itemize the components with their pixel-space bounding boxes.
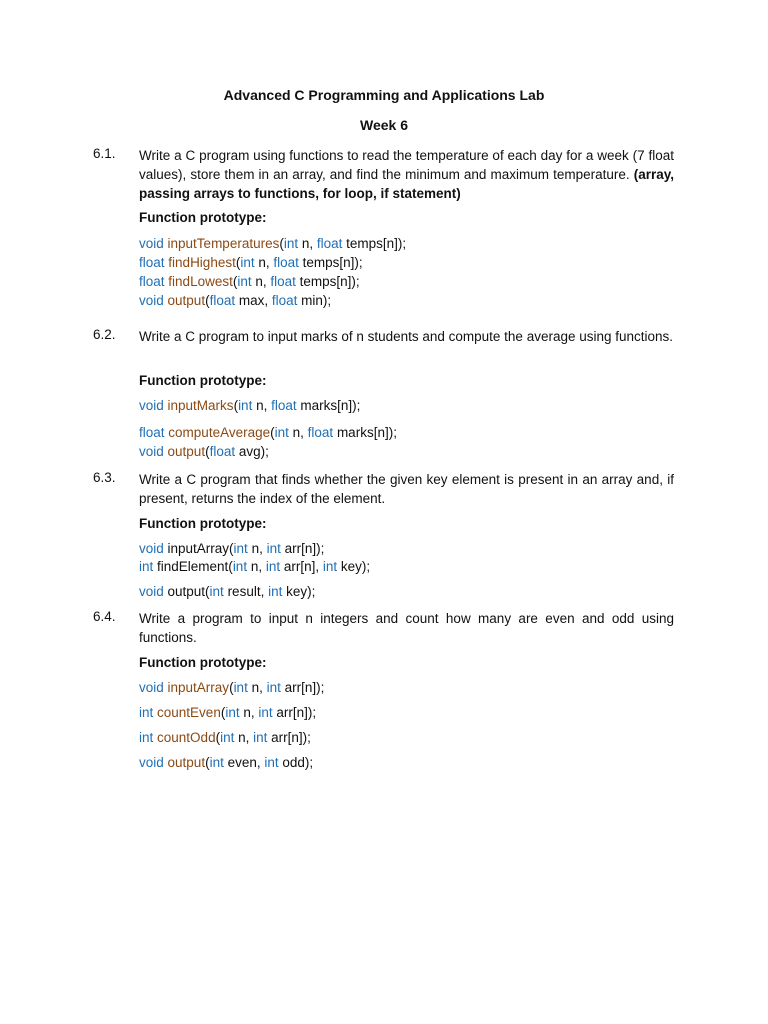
question-text: Write a C program that finds whether the given key element is present in an array and, if present, returns the index of the element. (139, 472, 674, 506)
question-number: 6.3. (93, 470, 116, 485)
keyword-token: float (271, 293, 298, 308)
code-text-token: output( (163, 584, 210, 599)
code-text-token: n, (252, 398, 272, 413)
code-text-token: ( (232, 274, 238, 289)
code-text-token: ( (215, 730, 221, 745)
function-name-token: output (167, 755, 206, 770)
code-text-token: arr[n]); (272, 705, 317, 720)
keyword-token: void (139, 541, 164, 556)
function-name-token: findLowest (168, 274, 233, 289)
question-text: Write a program to input n integers and count how many are even and odd using functions. (139, 611, 674, 645)
function-name-token: countEven (157, 705, 221, 720)
code-text-token: inputArray( (163, 541, 234, 556)
prototype-line (139, 730, 311, 745)
function-prototype-label: Function prototype: (139, 516, 267, 531)
question-number: 6.2. (93, 327, 116, 342)
function-name-token: inputTemperatures (167, 236, 280, 251)
code-text-token: arr[n]); (280, 541, 325, 556)
code-text-token: ( (233, 398, 239, 413)
function-name-token: findHighest (168, 255, 236, 270)
keyword-token: int (268, 584, 283, 599)
keyword-token: int (264, 755, 279, 770)
question-number: 6.4. (93, 609, 116, 624)
document-title: Advanced C Programming and Applications Lab (223, 87, 545, 103)
code-text-token: odd); (278, 755, 314, 770)
keyword-token: int (232, 559, 248, 574)
keyword-token: float (139, 255, 165, 270)
prototype-line (139, 274, 360, 289)
keyword-token: int (266, 680, 281, 695)
keyword-token: int (139, 730, 154, 745)
function-name-token: inputMarks (167, 398, 234, 413)
prototype-line (139, 444, 269, 459)
keyword-token: void (139, 236, 164, 251)
code-text-token: n, (254, 255, 274, 270)
keyword-token: void (139, 680, 164, 695)
code-text-token: ( (205, 293, 210, 308)
keyword-token: int (258, 705, 273, 720)
keyword-token: int (233, 680, 248, 695)
code-text-token: ( (220, 705, 226, 720)
code-text-token: ( (229, 680, 234, 695)
keyword-token: int (265, 559, 281, 574)
code-text-token: n, (251, 274, 271, 289)
question-body: Write a C program using functions to read the temperature of each day for a week (7 float values), store them in an array, and find the minimum and maximum temperature. (139, 148, 674, 182)
code-text-token: ( (235, 255, 241, 270)
keyword-token: float (209, 293, 236, 308)
keyword-token: int (266, 541, 281, 556)
code-text-token: findElement( (153, 559, 233, 574)
code-text-token: key); (337, 559, 371, 574)
code-text-token: ( (205, 755, 210, 770)
prototype-line (139, 705, 316, 720)
code-text-token: n, (298, 236, 317, 251)
keyword-token: int (238, 398, 253, 413)
keyword-token: float (209, 444, 236, 459)
prototype-line (139, 584, 315, 599)
prototype-line (139, 559, 370, 574)
code-text-token: arr[n]); (267, 730, 311, 745)
keyword-token: float (316, 236, 343, 251)
keyword-token: int (220, 730, 235, 745)
question-number: 6.1. (93, 146, 116, 161)
code-text-token: n, (288, 425, 308, 440)
code-text-token: min); (297, 293, 332, 308)
prototype-line (139, 255, 363, 270)
question-text (139, 146, 674, 203)
function-name-token: countOdd (157, 730, 216, 745)
keyword-token: void (139, 398, 164, 413)
code-text-token: arr[n]); (280, 680, 325, 695)
keyword-token: void (139, 293, 164, 308)
keyword-token: void (139, 755, 164, 770)
function-name-token: output (167, 293, 206, 308)
function-prototype-label: Function prototype: (139, 210, 267, 225)
function-name-token: output (167, 444, 206, 459)
code-text-token: n, (247, 680, 267, 695)
keyword-token: int (225, 705, 240, 720)
code-text-token: ( (270, 425, 275, 440)
week-heading: Week 6 (360, 117, 408, 133)
function-name-token: inputArray (167, 680, 230, 695)
keyword-token: int (240, 255, 255, 270)
prototype-line (139, 236, 406, 251)
code-text-token: ( (205, 444, 210, 459)
code-text-token: even, (223, 755, 265, 770)
prototype-line (139, 398, 360, 413)
keyword-token: int (322, 559, 338, 574)
function-name-token: computeAverage (168, 425, 271, 440)
code-text-token: temps[n]); (298, 255, 363, 270)
code-text-token: result, (223, 584, 269, 599)
code-text-token: marks[n]); (333, 425, 397, 440)
keyword-token: float (271, 398, 297, 413)
keyword-token: int (233, 541, 248, 556)
question-text: Write a C program to input marks of n students and compute the average using functions. (139, 329, 674, 344)
prototype-line (139, 755, 313, 770)
code-text-token: temps[n]); (295, 274, 360, 289)
code-text-token: avg); (235, 444, 269, 459)
keyword-token: float (307, 425, 334, 440)
keyword-token: int (139, 559, 154, 574)
code-text-token: max, (235, 293, 272, 308)
keyword-token: int (237, 274, 252, 289)
keyword-token: int (139, 705, 154, 720)
prototype-line (139, 680, 324, 695)
prototype-line (139, 293, 331, 308)
keyword-token: void (139, 444, 164, 459)
keyword-token: float (273, 255, 299, 270)
keyword-token: float (139, 425, 165, 440)
code-text-token: n, (247, 541, 267, 556)
code-text-token: arr[n], (280, 559, 323, 574)
prototype-line (139, 425, 397, 440)
code-text-token: temps[n]); (342, 236, 407, 251)
keyword-token: float (139, 274, 165, 289)
code-text-token: n, (239, 705, 259, 720)
keyword-token: int (209, 584, 224, 599)
prototype-line (139, 541, 324, 556)
keyword-token: int (283, 236, 299, 251)
code-text-token: ( (279, 236, 284, 251)
keyword-token: void (139, 584, 164, 599)
code-text-token: n, (234, 730, 254, 745)
keyword-token: int (253, 730, 268, 745)
code-text-token: key); (282, 584, 316, 599)
keyword-token: int (209, 755, 224, 770)
function-prototype-label: Function prototype: (139, 655, 267, 670)
function-prototype-label: Function prototype: (139, 373, 267, 388)
code-text-token: n, (247, 559, 266, 574)
question-topics-note: (array, passing arrays to functions, for loop, if statement) (139, 167, 674, 201)
keyword-token: float (270, 274, 296, 289)
code-text-token: marks[n]); (296, 398, 361, 413)
keyword-token: int (274, 425, 289, 440)
